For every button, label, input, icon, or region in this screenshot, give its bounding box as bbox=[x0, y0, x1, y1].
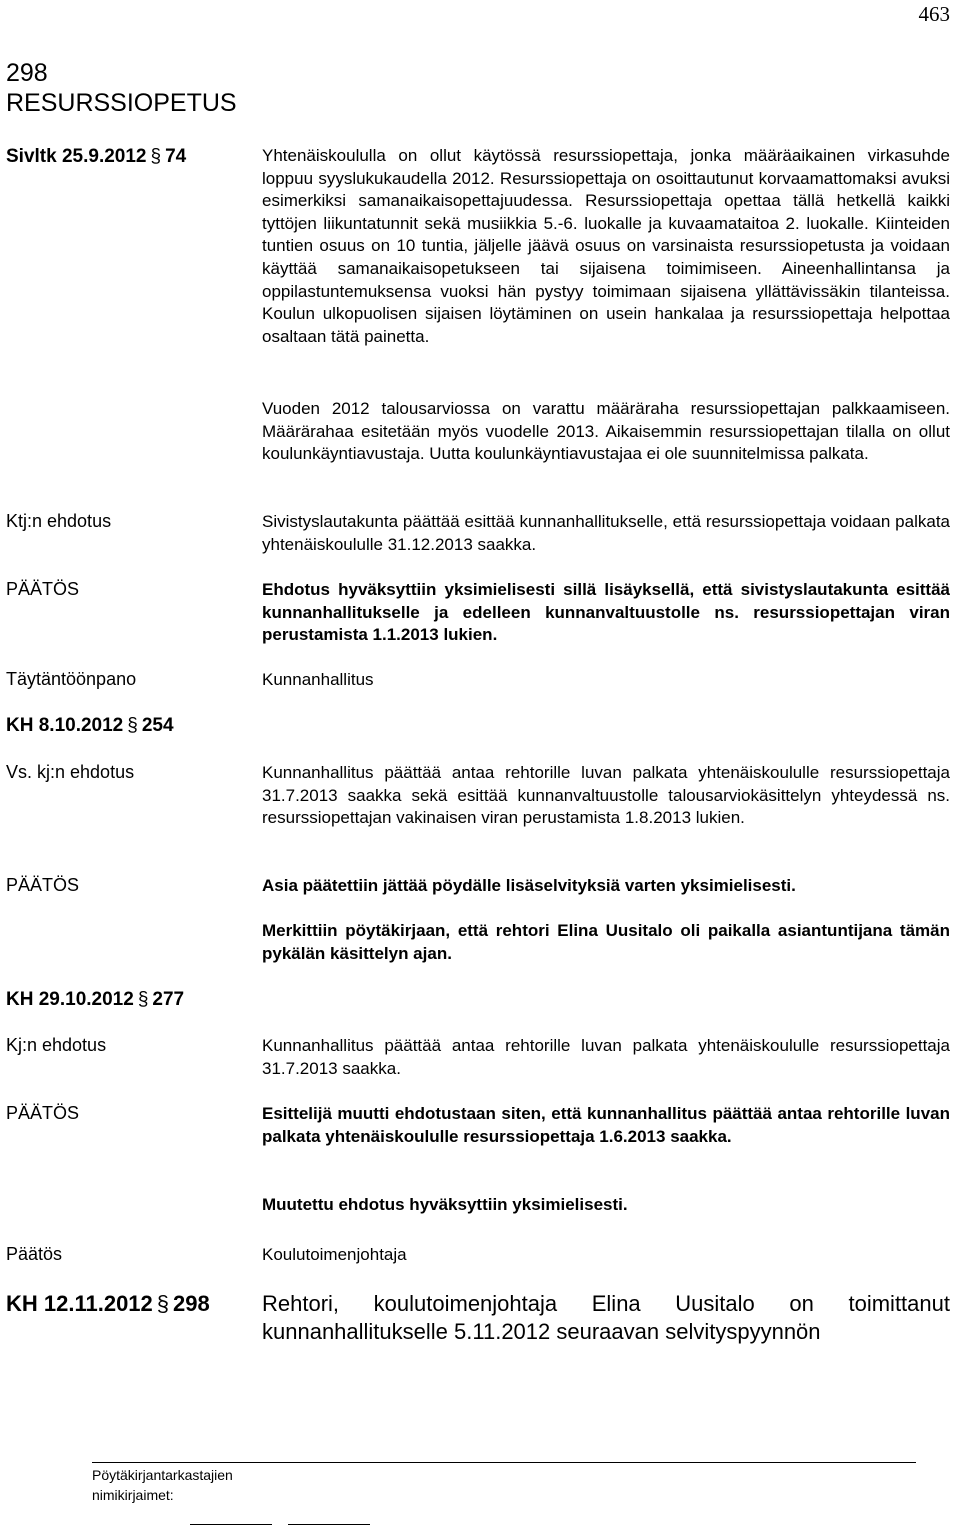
decision-label: PÄÄTÖS bbox=[6, 579, 80, 599]
page-number: 463 bbox=[918, 2, 950, 26]
initials-line bbox=[288, 1524, 370, 1525]
decision-note: Muutettu ehdotus hyväksyttiin yksimielisesti. bbox=[262, 1195, 628, 1214]
decision-text: Esittelijä muutti ehdotustaan siten, että kunnanhallitus päättää antaa rehtorille luvan palkata yhtenäiskoululle resurssiopettaja 1.6.2013 saakka. bbox=[262, 1104, 950, 1146]
decision-label: PÄÄTÖS bbox=[6, 1103, 80, 1123]
section-title: RESURSSIOPETUS bbox=[6, 89, 237, 117]
body-paragraph: Yhtenäiskoululla on ollut käytössä resurssiopettaja, jonka määräaikainen virkasuhde loppuu syyslukukaudella 2012. Resurssiopettaja on osoittautunut korvaamattomaksi avuksi esimerkiksi samanaikaisopettajuudessa. Resurssiopettaja opettaa tällä hetkellä kaikki tyttöjen liikuntatunnit sekä musiikkia 5.-6. luokalle ja kuvaamataitoa 2. luokalle. Kiinteiden tuntien osuus on 10 tuntia, jäljelle jäävä osuus on varsinaista resurssiopetusta ja voidaan käyttää samanaikaisopetukseen tai sijaisena toimimiseen. Aineenhallintansa ja oppilastuntemuksensa vuoksi hän pystyy toimimaan sijaisena yllättävissäkin tilanteissa. Koulun ulkopuolisen sijaisen löytäminen on usein hankalaa ja resurssiopettaja helpottaa osaltaan tätä painetta. bbox=[262, 146, 950, 346]
body-paragraph: Vuoden 2012 talousarviossa on varattu määräraha resurssiopettajan palkkaamiseen. Määrärahaa esitetään myös vuodelle 2013. Aikaisemmin resurssiopettajan tilalla on ollut koulunkäyntiavustaja. Uutta koulunkäyntiavustajaa ei ole suunnitelmissa palkata. bbox=[262, 399, 950, 464]
footer-divider bbox=[92, 1462, 916, 1463]
meeting-reference bbox=[6, 988, 184, 1011]
paragraph-number: 277 bbox=[152, 989, 185, 1010]
implementation-label: Täytäntöönpano bbox=[6, 669, 137, 689]
decision-label: PÄÄTÖS bbox=[6, 875, 80, 895]
paragraph-number: 74 bbox=[165, 146, 187, 167]
decision-text: Asia päätettiin jättää pöydälle lisäselvityksiä varten yksimielisesti. bbox=[262, 876, 796, 895]
meeting-reference bbox=[6, 1290, 210, 1318]
initials-line bbox=[190, 1524, 272, 1525]
proposal-label: Kj:n ehdotus bbox=[6, 1035, 107, 1055]
section-sign-icon: § bbox=[137, 989, 149, 1010]
proposal-text: Kunnanhallitus päättää antaa rehtorille luvan palkata yhtenäiskoululle resurssiopettaja 31.7.2013 saakka sekä esittää kunnanvaltuustolle talousarviokäsittelyn yhteydessä ns. resurssiopettajan vakinaisen viran perustamista 1.8.2013 lukien. bbox=[262, 763, 950, 828]
body-paragraph: Rehtori, koulutoimenjohtaja Elina Uusitalo on toimittanut kunnanhallitukselle 5.11.2012 seuraavan selvityspyynnön bbox=[262, 1291, 950, 1344]
decision-label: Päätös bbox=[6, 1244, 63, 1264]
proposal-text: Sivistyslautakunta päättää esittää kunnanhallitukselle, että resurssiopettaja voidaan palkata yhtenäiskoululle 31.12.2013 saakka. bbox=[262, 512, 950, 554]
decision-text: Ehdotus hyväksyttiin yksimielisesti sillä lisäyksellä, että sivistyslautakunta esittää kunnanhallitukselle ja edelleen kunnanvaltuustolle ns. resurssiopettajan viran perustamista 1.1.2013 lukien. bbox=[262, 580, 950, 645]
meeting-date: KH 8.10.2012 bbox=[6, 715, 124, 736]
meeting-reference bbox=[6, 714, 174, 737]
section-sign-icon: § bbox=[127, 715, 138, 736]
meeting-date: Sivltk 25.9.2012 bbox=[6, 146, 147, 167]
paragraph-number: 254 bbox=[141, 715, 174, 736]
meeting-date: KH 29.10.2012 bbox=[6, 989, 134, 1010]
decision-text: Koulutoimenjohtaja bbox=[262, 1245, 407, 1264]
meeting-reference bbox=[6, 145, 186, 168]
section-sign-icon: § bbox=[156, 1291, 170, 1316]
section-number: 298 bbox=[6, 59, 48, 87]
proposal-text: Kunnanhallitus päättää antaa rehtorille luvan palkata yhtenäiskoululle resurssiopettaja 31.7.2013 saakka. bbox=[262, 1036, 950, 1078]
paragraph-number: 298 bbox=[173, 1291, 210, 1316]
page-title bbox=[6, 58, 237, 118]
decision-note: Merkittiin pöytäkirjaan, että rehtori Elina Uusitalo oli paikalla asiantuntijana tämän pykälän käsittelyn ajan. bbox=[262, 921, 950, 963]
proposal-label: Ktj:n ehdotus bbox=[6, 511, 112, 531]
meeting-date: KH 12.11.2012 bbox=[6, 1291, 153, 1316]
section-sign-icon: § bbox=[150, 146, 162, 167]
initials-label: Pöytäkirjantarkastajien nimikirjaimet: bbox=[92, 1467, 233, 1503]
implementation-text: Kunnanhallitus bbox=[262, 670, 374, 689]
proposal-label: Vs. kj:n ehdotus bbox=[6, 762, 135, 782]
